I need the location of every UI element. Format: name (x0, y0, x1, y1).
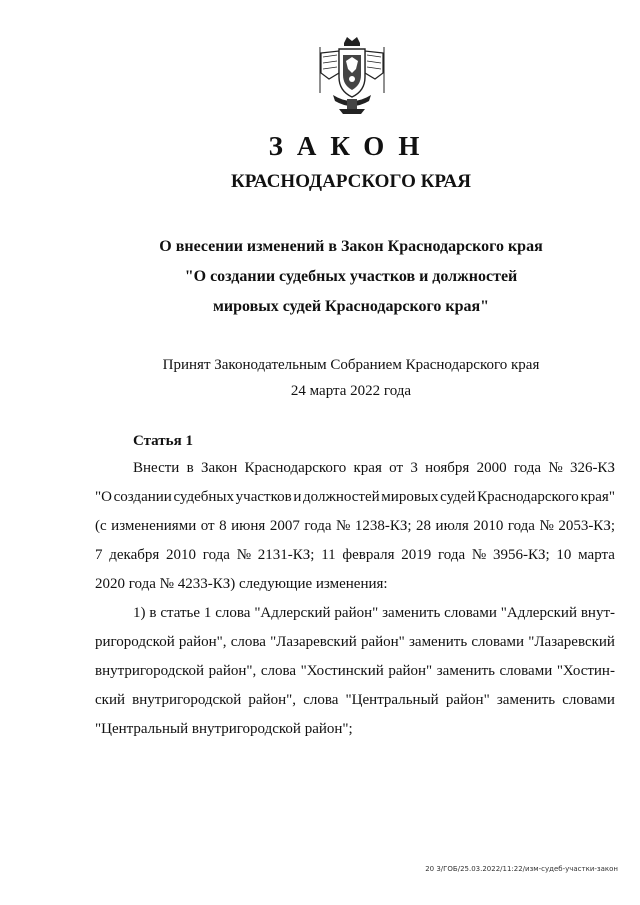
word: "Адлерский (254, 605, 331, 621)
word: слова (303, 692, 339, 708)
word: Закон (201, 460, 238, 476)
word: № (539, 518, 554, 534)
word: года (304, 518, 332, 534)
word: район", (248, 692, 297, 708)
word: внут- (580, 605, 615, 621)
word: район" (388, 663, 433, 679)
word: судебных (173, 489, 235, 505)
word: район", (178, 634, 227, 650)
word: район", (208, 663, 257, 679)
word: 2007 (269, 518, 300, 534)
word: 2019 (401, 547, 432, 563)
body-line (95, 657, 615, 686)
body-line (95, 483, 615, 512)
word: создании (113, 489, 172, 505)
word: марта (578, 547, 615, 563)
word: "Хостинский (300, 663, 384, 679)
word: 1 (203, 605, 212, 621)
article-body (95, 454, 615, 744)
body-line (95, 686, 615, 715)
word: слова (260, 663, 297, 679)
word: № (471, 547, 487, 563)
body-line (95, 599, 615, 628)
law-title: ЗАКОН (268, 131, 434, 161)
word: 2000 (476, 460, 507, 476)
word: 2010 (166, 547, 197, 563)
word: № (336, 518, 351, 534)
word: Внести (133, 460, 180, 476)
word: края (353, 460, 382, 476)
word: словами (444, 605, 497, 621)
word: мировых (381, 489, 439, 505)
subject-line: "О создании судебных участков и должностей (184, 268, 518, 285)
word: 8 (219, 518, 227, 534)
body-line: "Центральный внутригородской район"; (95, 721, 353, 737)
word: 3956-КЗ; (492, 547, 550, 563)
word: 10 (556, 547, 572, 563)
word: и (293, 489, 302, 505)
adoption-note (0, 352, 640, 404)
word: слова (215, 605, 251, 621)
subject-line: мировых судей Краснодарского края" (212, 298, 490, 315)
word: 1238-КЗ; (354, 518, 412, 534)
word: словами (562, 692, 615, 708)
word: ригородской (95, 634, 175, 650)
word: район" (334, 605, 379, 621)
word: 28 (416, 518, 432, 534)
word: Краснодарского (244, 460, 347, 476)
word: от (200, 518, 215, 534)
word: 3 (410, 460, 418, 476)
word: 2010 (473, 518, 504, 534)
word: заменить (408, 634, 468, 650)
body-line (95, 541, 615, 570)
word: декабря (109, 547, 160, 563)
word: статье (160, 605, 201, 621)
word: словами (471, 634, 525, 650)
word: внутригородской (132, 692, 242, 708)
word: года (513, 460, 542, 476)
subject-line: О внесении изменений в Закон Краснодарского края (159, 238, 543, 255)
word: участков (235, 489, 292, 505)
word: февраля (342, 547, 395, 563)
body-line (95, 454, 615, 483)
word: район" (360, 634, 405, 650)
body-line (95, 628, 615, 657)
word: года (202, 547, 230, 563)
word: заменить (496, 692, 556, 708)
word: "О (95, 489, 112, 505)
document-footer-code: 20 3/ГОБ/25.03.2022/11:22/изм-судеб-участки-закон (425, 865, 618, 873)
word: заменить (436, 663, 495, 679)
word: "Хостин- (556, 663, 615, 679)
word: 1) (133, 605, 146, 621)
word: 326-КЗ (569, 460, 615, 476)
word: ноября (425, 460, 470, 476)
word: изменениями (111, 518, 197, 534)
word: в (149, 605, 157, 621)
coat-of-arms-icon (317, 33, 387, 115)
body-line: 2020 года № 4233-КЗ) следующие изменения: (95, 576, 388, 592)
word: внутригородской (95, 663, 205, 679)
word: 2131-КЗ; (257, 547, 315, 563)
word: заменить (382, 605, 441, 621)
word: № (548, 460, 563, 476)
word: Краснодарского (477, 489, 579, 505)
adoption-date: 24 марта 2022 года (290, 383, 412, 399)
word: должностей (303, 489, 380, 505)
law-subject (0, 232, 640, 322)
word: июня (231, 518, 266, 534)
word: ский (95, 692, 125, 708)
word: года (507, 518, 535, 534)
word: слова (230, 634, 266, 650)
word: "Адлерский (500, 605, 577, 621)
word: "Центральный (345, 692, 439, 708)
word: края" (580, 489, 615, 505)
word: 7 (95, 547, 103, 563)
word: "Лазаревский (270, 634, 357, 650)
word: район" (445, 692, 490, 708)
word: июля (435, 518, 469, 534)
word: "Лазаревский (528, 634, 615, 650)
article-heading: Статья 1 (133, 433, 193, 449)
word: 11 (321, 547, 336, 563)
body-line (95, 512, 615, 541)
word: от (389, 460, 404, 476)
word: судей (440, 489, 476, 505)
word: в (186, 460, 194, 476)
word: № (236, 547, 251, 563)
region-title: КРАСНОДАРСКОГО КРАЯ (230, 171, 472, 192)
adoption-body: Принят Законодательным Собранием Краснодарского края (162, 357, 540, 373)
word: 2053-КЗ; (558, 518, 615, 534)
word: года (438, 547, 466, 563)
word: словами (499, 663, 553, 679)
word: (с (95, 518, 107, 534)
